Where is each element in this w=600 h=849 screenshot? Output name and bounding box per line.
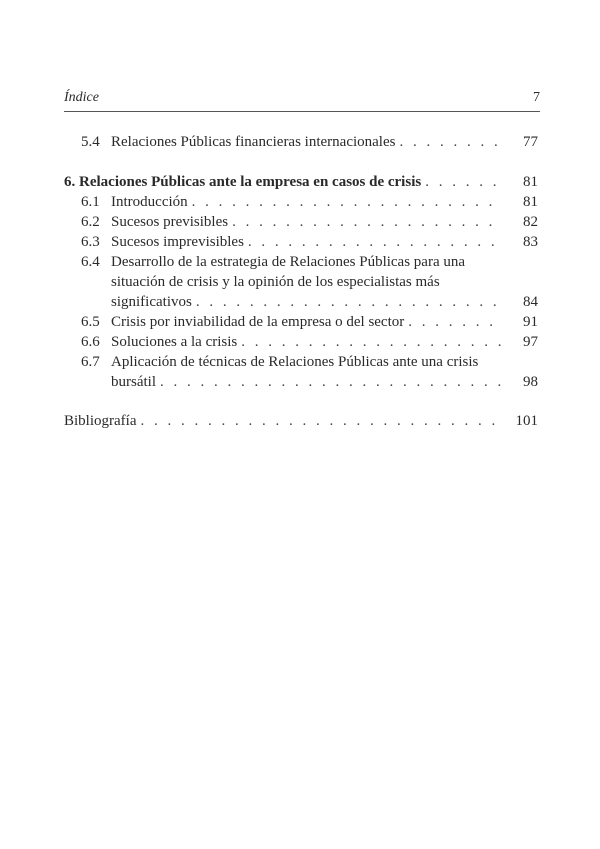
toc-entry-number: 6.7 <box>81 354 100 370</box>
toc-entry-title: Soluciones a la crisis <box>111 334 238 350</box>
running-head-page-number: 7 <box>533 90 540 105</box>
toc-entry-page: 81 <box>523 174 538 190</box>
toc-entry-number: 6.2 <box>81 214 100 230</box>
toc-entry-page: 83 <box>523 234 538 250</box>
toc-entry-title: Crisis por inviabilidad de la empresa o del sector <box>111 314 405 330</box>
toc-entry-title: Sucesos imprevisibles <box>111 234 244 250</box>
toc-entry-title: Introducción <box>111 194 188 210</box>
toc-entry-number: 5.4 <box>81 134 100 150</box>
toc-entry-title-line-2: bursátil . . . <box>111 372 506 392</box>
running-head <box>64 90 540 106</box>
toc-entry-page: 91 <box>523 314 538 330</box>
toc-chapter-title: 6. Relaciones Públicas ante la empresa en casos de crisis <box>64 174 422 190</box>
toc-entry-number: 6.5 <box>81 314 100 330</box>
toc-entry-number: 6.6 <box>81 334 100 350</box>
toc-entry-number: 6.4 <box>81 254 100 270</box>
toc-entry-page: 81 <box>523 194 538 210</box>
toc-entry-title-line-2: situación de crisis y la opinión de los especialistas más <box>111 274 440 290</box>
toc-entry-title-line-3: significativos . . . <box>111 292 506 312</box>
toc-entry-title-line-1: Desarrollo de la estrategia de Relaciones Públicas para una <box>111 254 466 270</box>
toc-entry-number: 6.3 <box>81 234 100 250</box>
toc-entry-page: 77 <box>523 134 538 150</box>
toc-entry-page: 98 <box>523 374 538 390</box>
toc-entry-title: Sucesos previsibles <box>111 214 229 230</box>
running-head-title: Índice <box>64 90 99 105</box>
toc-entry-page: 82 <box>523 214 538 230</box>
toc-entry-title: Relaciones Públicas financieras internacionales <box>111 134 396 150</box>
header-rule <box>64 111 540 112</box>
toc-entry-title-line-1: Aplicación de técnicas de Relaciones Públicas ante una crisis <box>111 354 479 370</box>
toc-entry-page: 84 <box>523 294 538 310</box>
toc-entry-page: 97 <box>523 334 538 350</box>
toc-entry-page: 101 <box>515 413 538 429</box>
toc-entry-title: Bibliografía <box>64 413 137 429</box>
toc-entry-number: 6.1 <box>81 194 100 210</box>
